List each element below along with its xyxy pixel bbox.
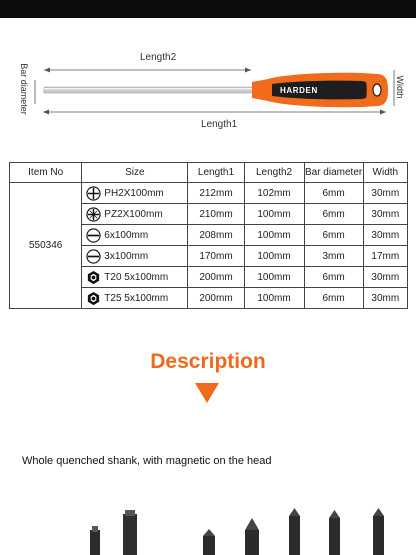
bar-diameter-cell: 6mm — [304, 204, 363, 225]
torx-icon — [86, 291, 101, 306]
slotted-tip-small — [90, 530, 100, 555]
torx-tip-end — [245, 518, 259, 530]
phillips-icon — [86, 186, 101, 201]
width-cell: 30mm — [363, 204, 407, 225]
torx-icon — [86, 270, 101, 285]
length1-cell: 210mm — [188, 204, 244, 225]
slotted-icon — [86, 249, 101, 264]
header-width: Width — [363, 163, 407, 183]
size-text: T25 5x100mm — [104, 292, 169, 304]
brand-logo-text: HARDEN — [280, 86, 318, 95]
length2-cell: 100mm — [244, 267, 304, 288]
size-cell — [82, 183, 188, 204]
phillips-tip-right — [373, 516, 384, 555]
header-bar-diameter: Bar diameter — [304, 163, 363, 183]
size-cell — [82, 225, 188, 246]
phillips-tip — [289, 516, 300, 555]
size-text: PH2X100mm — [104, 187, 164, 199]
length2-label: Length2 — [140, 52, 177, 63]
length2-arrow-left — [44, 68, 50, 73]
screwdriver-diagram — [0, 18, 416, 148]
slotted-icon — [86, 228, 101, 243]
header-size: Size — [82, 163, 188, 183]
phillips-tip-right-end — [373, 508, 384, 516]
width-cell: 30mm — [363, 225, 407, 246]
shaft — [44, 87, 254, 93]
width-cell: 30mm — [363, 183, 407, 204]
size-text: PZ2X100mm — [104, 208, 163, 220]
size-text: 6x100mm — [104, 229, 149, 241]
length1-cell: 212mm — [188, 183, 244, 204]
top-dark-bar — [0, 0, 416, 18]
bar-diameter-cell: 6mm — [304, 267, 363, 288]
length1-label: Length1 — [201, 119, 238, 130]
pozidriv-icon — [86, 207, 101, 222]
pozidriv-tip — [329, 518, 340, 555]
phillips-tip-end — [289, 508, 300, 516]
size-cell — [82, 288, 188, 309]
bar-diameter-cell: 3mm — [304, 246, 363, 267]
table-header-row — [10, 163, 408, 183]
item-no-cell: 550346 — [10, 183, 82, 309]
length1-arrow-left — [43, 110, 49, 115]
table-row — [10, 183, 408, 204]
header-length2: Length2 — [244, 163, 304, 183]
slotted-tip-large-end — [125, 510, 135, 516]
size-text: T20 5x100mm — [104, 271, 169, 283]
length2-cell: 102mm — [244, 183, 304, 204]
down-arrow-icon — [195, 383, 219, 403]
length2-cell: 100mm — [244, 288, 304, 309]
length2-cell: 100mm — [244, 225, 304, 246]
screwdriver-tips-image — [0, 500, 416, 555]
bar-diameter-label: Bar diameter — [19, 63, 29, 115]
width-cell: 30mm — [363, 288, 407, 309]
width-cell: 17mm — [363, 246, 407, 267]
size-cell — [82, 246, 188, 267]
header-item-no: Item No — [10, 163, 82, 183]
feature-text: Whole quenched shank, with magnetic on the head — [22, 455, 272, 467]
handle-hang-hole — [373, 84, 381, 96]
bar-diameter-cell: 6mm — [304, 183, 363, 204]
length2-arrow-right — [245, 68, 251, 73]
size-text: 3x100mm — [104, 250, 149, 262]
length1-cell: 200mm — [188, 288, 244, 309]
slotted-tip-large — [123, 514, 137, 555]
size-cell — [82, 267, 188, 288]
shaft-highlight — [44, 88, 254, 90]
length1-cell: 170mm — [188, 246, 244, 267]
pozidriv-tip-end — [329, 510, 340, 518]
bar-diameter-cell: 6mm — [304, 288, 363, 309]
bar-diameter-cell: 6mm — [304, 225, 363, 246]
description-heading: Description — [150, 350, 266, 373]
length2-cell: 100mm — [244, 204, 304, 225]
length1-arrow-right — [380, 110, 386, 115]
width-cell: 30mm — [363, 267, 407, 288]
size-cell — [82, 204, 188, 225]
width-label: Width — [395, 75, 405, 99]
header-length1: Length1 — [188, 163, 244, 183]
slotted-tip-small-end — [92, 526, 98, 532]
specification-table — [9, 162, 408, 309]
torx-tip — [245, 530, 259, 555]
torx-tip-short — [203, 536, 215, 555]
torx-tip-short-end — [203, 529, 215, 536]
length1-cell: 208mm — [188, 225, 244, 246]
length2-cell: 100mm — [244, 246, 304, 267]
length1-cell: 200mm — [188, 267, 244, 288]
